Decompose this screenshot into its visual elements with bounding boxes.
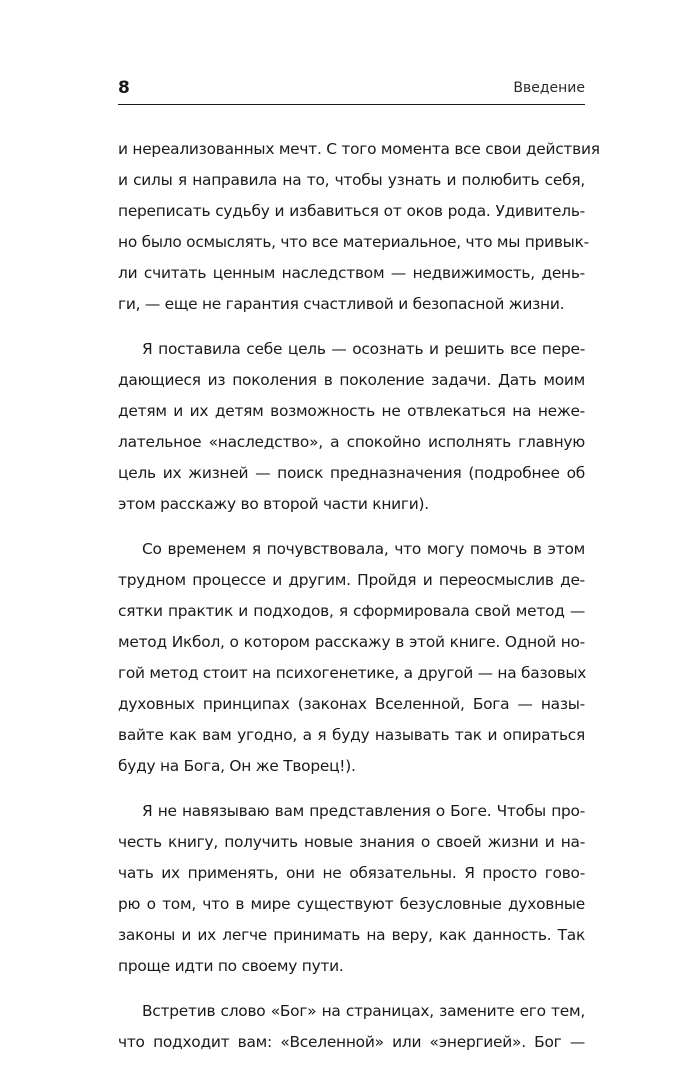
text-line: но было осмыслять, что все материальное, что мы привык- xyxy=(118,233,589,251)
text-line: духовных принципах (законах Вселенной, Бога — назы- xyxy=(118,695,585,713)
text-line: ги, — еще не гарантия счастливой и безопасной жизни. xyxy=(118,295,565,313)
page-number: 8 xyxy=(118,78,130,98)
text-line: детям и их детям возможность не отвлекаться на нежe- xyxy=(118,402,585,420)
text-line: что подходит вам: «Вселенной» или «энергией». Бог — xyxy=(118,1033,585,1051)
text-line: переписать судьбу и избавиться от оков рода. Удивитель- xyxy=(118,202,585,220)
text-line: рю о том, что в мире существуют безусловные духовные xyxy=(118,895,585,913)
text-line: лательное «наследство», а спокойно исполнять главную xyxy=(118,433,585,451)
text-line: честь книгу, получить новые знания о своей жизни и на- xyxy=(118,833,585,851)
text-line: метод Икбол, о котором расскажу в этой книге. Одной но- xyxy=(118,633,585,651)
paragraph xyxy=(118,334,585,520)
text-line: проще идти по своему пути. xyxy=(118,957,344,975)
text-line: буду на Бога, Он же Творец!). xyxy=(118,757,356,775)
text-line: сятки практик и подходов, я сформировала свой метод — xyxy=(118,602,585,620)
text-line: ли считать ценным наследством — недвижимость, день- xyxy=(118,264,585,282)
body-text xyxy=(118,134,600,1072)
paragraph xyxy=(118,796,585,982)
text-line: и силы я направила на то, чтобы узнать и полюбить себя, xyxy=(118,171,585,189)
text-line: дающиеся из поколения в поколение задачи. Дать моим xyxy=(118,371,585,389)
text-line: Я поставила себе цель — осознать и решить все пере- xyxy=(142,340,585,358)
text-line: и нереализованных мечт. С того момента все свои действия xyxy=(118,140,600,158)
paragraph xyxy=(118,134,600,320)
text-line: гой метод стоит на психогенетике, а другой — на базовых xyxy=(118,664,587,682)
text-line: Встретив слово «Бог» на страницах, замените его тем, xyxy=(142,1002,585,1020)
text-line: трудном процессе и другим. Пройдя и переосмыслив де- xyxy=(118,571,585,589)
paragraph xyxy=(118,996,585,1058)
paragraph xyxy=(118,534,585,782)
running-header xyxy=(118,76,585,106)
text-line: чать их применять, они не обязательны. Я просто гово- xyxy=(118,864,585,882)
text-line: вайте как вам угодно, а я буду называть так и опираться xyxy=(118,726,585,744)
section-title: Введение xyxy=(513,80,585,96)
text-line: Со временем я почувствовала, что могу помочь в этом xyxy=(142,540,585,558)
text-line: цель их жизней — поиск предназначения (подробнее об xyxy=(118,464,585,482)
text-line: законы и их легче принимать на веру, как данность. Так xyxy=(118,926,585,944)
text-line: этом расскажу во второй части книги). xyxy=(118,495,429,513)
text-line: Я не навязываю вам представления о Боге. Чтобы про- xyxy=(142,802,585,820)
header-rule xyxy=(118,104,585,105)
